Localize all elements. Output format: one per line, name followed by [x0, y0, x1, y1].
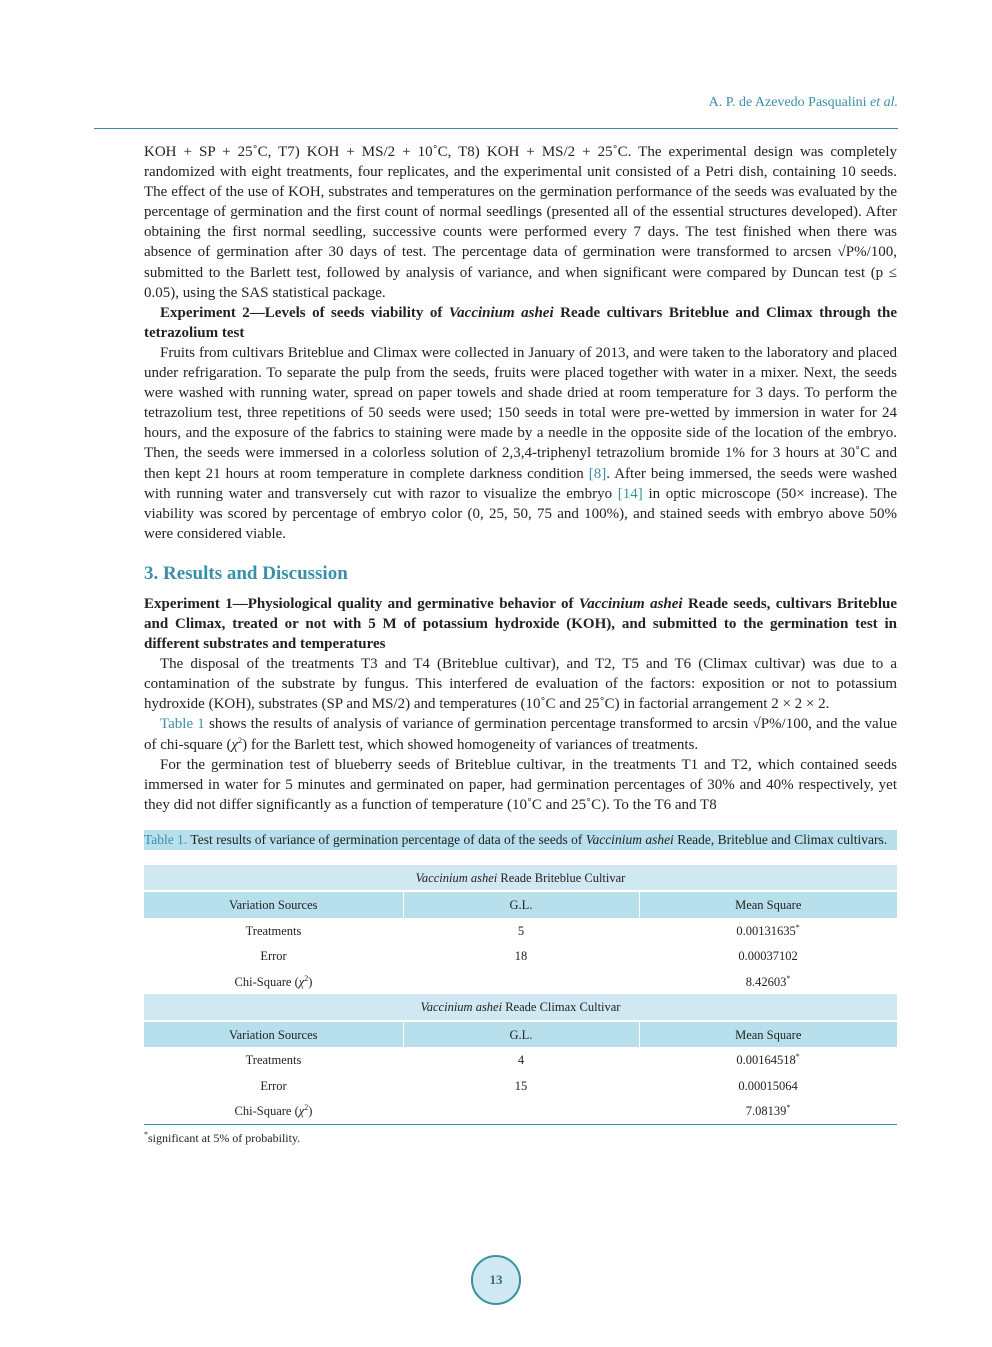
- group-title-rest: Reade Climax Cultivar: [502, 1000, 621, 1015]
- chi-close: ): [308, 974, 313, 989]
- citation-link-14[interactable]: [14]: [617, 485, 643, 502]
- chi-label: Chi-Square (: [234, 1104, 299, 1119]
- header-rule: [94, 128, 898, 129]
- group-title-rest: Reade Briteblue Cultivar: [497, 870, 626, 885]
- row-ms: [639, 969, 897, 995]
- paragraph-tetrazolium-b: . After being immersed, the seeds were washed with running water and transversely cut with razor to visualize the embryo: [144, 465, 897, 502]
- table-caption-a: Test results of variance of germination percentage of data of the seeds of: [187, 831, 586, 847]
- footnote-mark: *: [144, 1129, 148, 1139]
- row-source: Treatments: [245, 1053, 302, 1068]
- column-header-gl: G.L.: [403, 1021, 639, 1048]
- table-caption-label: Table 1.: [144, 831, 188, 847]
- row-gl: 4: [517, 1053, 525, 1068]
- page-number: 13: [489, 1272, 503, 1287]
- paragraph-disposal: The disposal of the treatments T3 and T4 (Briteblue cultivar), and T2, T5 and T6 (Climax cultivar) was due to a contamination of the substrate by fungus. This interfered de evaluation of the factors: exposition or not to potassium hydroxide (KOH), substrates (SP and MS/2) and temperatures (10˚C and 25˚C) in factorial arrangement 2 × 2 × 2.: [144, 656, 897, 713]
- group-header-climax: [144, 994, 897, 1021]
- paragraph-tetrazolium-c: in optic microscope (50× increase). The viability was scored by percentage of embryo color (0, 25, 50, 75 and 100%), and stained seeds with embryo above 50% were considered viable.: [144, 485, 897, 542]
- table-row: [144, 943, 897, 969]
- row-ms-value: 7.08139: [745, 1104, 787, 1119]
- running-head: [709, 95, 898, 111]
- group-title: [144, 865, 897, 892]
- table-row: [144, 918, 897, 944]
- paragraph-table-ref-a: shows the results of analysis of variance of germination percentage transformed to arcsin √P%/100, and the value of chi-square (: [144, 716, 897, 753]
- row-ms-value: 8.42603: [745, 974, 787, 989]
- article-body: [144, 142, 897, 1146]
- column-header-sources: Variation Sources: [144, 891, 403, 918]
- paragraph-table-ref-b: ) for the Barlett test, which showed homogeneity of variances of treatments.: [242, 736, 699, 753]
- column-header-row: [144, 1021, 897, 1048]
- row-ms-value: 0.00037102: [738, 949, 798, 964]
- significance-mark: *: [786, 1102, 791, 1112]
- running-head-etal: et al.: [870, 95, 898, 110]
- row-gl: [403, 1098, 639, 1124]
- row-gl: [403, 969, 639, 995]
- running-head-author: A. P. de Azevedo Pasqualini: [708, 95, 867, 110]
- section-title: 3. Results and Discussion: [144, 562, 348, 584]
- chi-superscript: 2: [304, 973, 309, 983]
- paragraph-tetrazolium-a: Fruits from cultivars Briteblue and Climax were collected in January of 2013, and were taken to the laboratory and placed under refrigaration. To separate the pulp from the seeds, fruits were placed together with water in a mixer. Next, the seeds were washed with running water, spread on paper towels and shade dried at room temperature for 3 days. To perform the tetrazolium test, three repetitions of 50 seeds were used; 150 seeds in total were pre-wetted by immersion in water for 24 hours, and the exposure of the fabrics to staining were made by a needle in the opposite side of the location of the embryo. Then, the seeds were immersed in a colorless solution of 2,3,4-triphenyl tetrazolium bromide 1% for 3 hours at 30˚C and then kept 21 hours at room temperature in complete darkness condition: [144, 344, 897, 482]
- row-source: Treatments: [245, 923, 302, 938]
- table-caption: [144, 830, 897, 850]
- chi-label: Chi-Square (: [234, 974, 299, 989]
- row-source: [144, 969, 403, 995]
- experiment-2-heading-a: Experiment 2—Levels of seeds viability of: [160, 304, 449, 321]
- table-row-chi-square: [144, 1098, 897, 1124]
- experiment-1-heading-b: Reade seeds, cultivars Briteblue and Climax, treated or not with 5 M of potassium hydroxide (KOH), and submitted to the germination test in different substrates and temperatures: [144, 595, 897, 653]
- footnote-text: significant at 5% of probability.: [148, 1130, 301, 1145]
- table-caption-b: Reade, Briteblue and Climax cultivars.: [673, 831, 888, 847]
- variance-table: [144, 865, 897, 1125]
- table-row: [144, 1073, 897, 1099]
- row-source: Error: [260, 1078, 287, 1093]
- row-ms: [639, 1047, 897, 1073]
- paragraph-germination: For the germination test of blueberry seeds of Briteblue cultivar, in the treatments T1 and T2, which contained seeds immersed in water for 5 minutes and germinated on paper, had germination percentages of 30% and 40% respectively, yet they did not differ significantly as a function of temperature (10˚C and 25˚C). To the T6 and T8: [144, 756, 897, 813]
- column-header-ms: Mean Square: [639, 891, 897, 918]
- group-header-briteblue: [144, 865, 897, 892]
- significance-mark: *: [795, 1051, 800, 1061]
- experiment-2-heading: [144, 303, 897, 343]
- row-source: Error: [260, 949, 287, 964]
- group-title: [144, 994, 897, 1021]
- row-source: [144, 1098, 403, 1124]
- citation-link-8[interactable]: [8]: [588, 465, 607, 482]
- table-caption-species: Vaccinium ashei: [585, 831, 674, 847]
- experiment-1-heading-a: Experiment 1—Physiological quality and germinative behavior of: [144, 595, 579, 612]
- experiment-1-heading-species: Vaccinium ashei: [578, 595, 683, 612]
- row-ms: [639, 1098, 897, 1124]
- column-header-row: [144, 891, 897, 918]
- column-header-gl: G.L.: [403, 891, 639, 918]
- experiment-1-heading: [144, 594, 897, 654]
- table-footnote: [144, 1130, 897, 1146]
- row-ms-value: 0.00164518: [736, 1053, 796, 1068]
- row-ms: [639, 943, 897, 969]
- paragraph-design: KOH + SP + 25˚C, T7) KOH + MS/2 + 10˚C, T8) KOH + MS/2 + 25˚C. The experimental design was completely randomized with eight treatments, four replicates, and the experimental unit consisted of a Petri dish, containing 10 seeds. The effect of the use of KOH, substrates and temperatures on the germination performance of the seeds was evaluated by the percentage of germination and the first count of normal seedlings (presented all of the essential structures developed). After obtaining the first normal seedling, successive counts were performed every 7 days. The test finished when there was absence of germination after 30 days of test. The percentage data of germination were transformed to arcsen √P%/100, submitted to the Barlett test, followed by analysis of variance, and when significant were compared by Duncan test (p ≤ 0.05), using the SAS statistical package.: [144, 144, 897, 301]
- chi-symbol: χ: [298, 1104, 305, 1119]
- row-gl: 15: [514, 1078, 528, 1093]
- row-ms: [639, 918, 897, 944]
- chi-superscript: 2: [304, 1102, 309, 1112]
- chi-superscript: 2: [238, 735, 243, 745]
- experiment-2-heading-b: Reade cultivars Briteblue and Climax through the tetrazolium test: [144, 304, 897, 341]
- chi-symbol: χ: [231, 736, 239, 753]
- row-gl: 5: [517, 923, 525, 938]
- page-number-badge: [471, 1255, 521, 1305]
- paragraph-table-ref: [144, 714, 897, 754]
- table-row: [144, 1047, 897, 1073]
- column-header-sources: Variation Sources: [144, 1021, 403, 1048]
- chi-symbol: χ: [298, 974, 305, 989]
- column-header-ms: Mean Square: [639, 1021, 897, 1048]
- group-title-species: Vaccinium ashei: [415, 870, 498, 885]
- experiment-2-heading-species: Vaccinium ashei: [448, 304, 554, 321]
- row-ms: [639, 1073, 897, 1099]
- significance-mark: *: [795, 922, 800, 932]
- row-ms-value: 0.00131635: [736, 923, 796, 938]
- table-row-chi-square: [144, 969, 897, 995]
- chi-close: ): [308, 1104, 313, 1119]
- significance-mark: *: [786, 973, 791, 983]
- row-ms-value: 0.00015064: [738, 1078, 798, 1093]
- group-title-species: Vaccinium ashei: [420, 1000, 503, 1015]
- paragraph-tetrazolium: [144, 343, 897, 544]
- table-1-link[interactable]: Table 1: [160, 716, 205, 733]
- row-gl: 18: [514, 949, 528, 964]
